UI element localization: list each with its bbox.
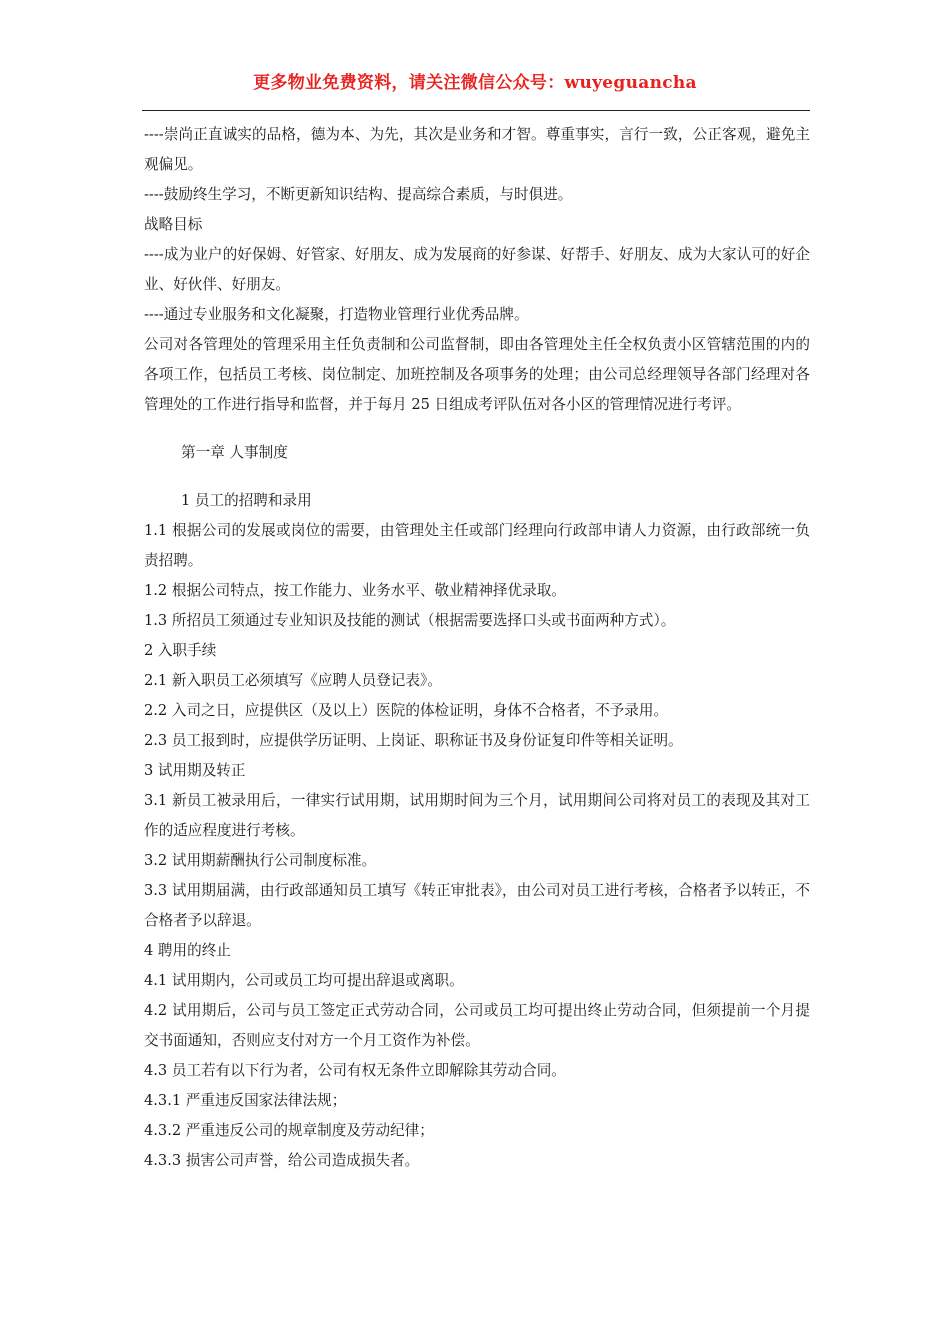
clause-1-3: 1.3 所招员工须通过专业知识及技能的测试（根据需要选择口头或书面两种方式）。: [144, 612, 676, 629]
clause-1-2: 1.2 根据公司特点，按工作能力、业务水平、敬业精神择优录取。: [144, 582, 566, 599]
clause-4-3-1: 4.3.1 严重违反国家法律法规；: [144, 1092, 347, 1109]
strategic-goal-heading: 战略目标: [144, 216, 203, 233]
clause-3-3: 3.3 试用期届满，由行政部通知员工填写《转正审批表》，由公司对员工进行考核，合格者予以转正，不合格者予以辞退。: [144, 882, 810, 929]
chapter-title: 第一章 人事制度: [181, 444, 288, 461]
management-system-paragraph: 公司对各管理处的管理采用主任负责制和公司监督制，即由各管理处主任全权负责小区管辖范围的内的各项工作，包括员工考核、岗位制定、加班控制及各项事务的处理；由公司总经理领导各部门经理对各管理处的工作进行指导和监督，并于每月 25 日组成考评队伍对各小区的管理情况进行考评。: [144, 336, 810, 413]
promo-header: 更多物业免费资料，请关注微信公众号：wuyeguancha: [253, 73, 697, 93]
document-body: [144, 120, 810, 1176]
clause-4-3-3: 4.3.3 损害公司声誉，给公司造成损失者。: [144, 1152, 420, 1169]
clause-4-3-2: 4.3.2 严重违反公司的规章制度及劳动纪律；: [144, 1122, 434, 1139]
value-integrity-paragraph: ----崇尚正直诚实的品格，德为本、为先，其次是业务和才智。尊重事实，言行一致，公正客观，避免主观偏见。: [144, 126, 810, 173]
clause-3-2: 3.2 试用期薪酬执行公司制度标准。: [144, 852, 377, 869]
section-title-termination: 4 聘用的终止: [144, 942, 231, 959]
clause-2-2: 2.2 入司之日，应提供区（及以上）医院的体检证明，身体不合格者，不予录用。: [144, 702, 669, 719]
section-title-probation: 3 试用期及转正: [144, 762, 246, 779]
goal-brand-paragraph: ----通过专业服务和文化凝聚，打造物业管理行业优秀品牌。: [144, 306, 529, 323]
clause-4-3: 4.3 员工若有以下行为者，公司有权无条件立即解除其劳动合同。: [144, 1062, 566, 1079]
goal-partner-paragraph: ----成为业户的好保姆、好管家、好朋友、成为发展商的好参谋、好帮手、好朋友、成为大家认可的好企业、好伙伴、好朋友。: [144, 246, 810, 293]
clause-3-1: 3.1 新员工被录用后，一律实行试用期，试用期时间为三个月，试用期间公司将对员工的表现及其对工作的适应程度进行考核。: [144, 792, 810, 839]
clause-4-2: 4.2 试用期后，公司与员工签定正式劳动合同，公司或员工均可提出终止劳动合同，但须提前一个月提交书面通知，否则应支付对方一个月工资作为补偿。: [144, 1002, 810, 1049]
clause-1-1: 1.1 根据公司的发展或岗位的需要，由管理处主任或部门经理向行政部申请人力资源，由行政部统一负责招聘。: [144, 522, 810, 569]
clause-4-1: 4.1 试用期内，公司或员工均可提出辞退或离职。: [144, 972, 464, 989]
clause-2-3: 2.3 员工报到时，应提供学历证明、上岗证、职称证书及身份证复印件等相关证明。: [144, 732, 683, 749]
section-title-onboarding: 2 入职手续: [144, 642, 217, 659]
value-learning-paragraph: ----鼓励终生学习，不断更新知识结构、提高综合素质，与时俱进。: [144, 186, 573, 203]
clause-2-1: 2.1 新入职员工必须填写《应聘人员登记表》。: [144, 672, 442, 689]
section-title-recruitment: 1 员工的招聘和录用: [181, 492, 312, 509]
header-divider: [142, 110, 810, 111]
